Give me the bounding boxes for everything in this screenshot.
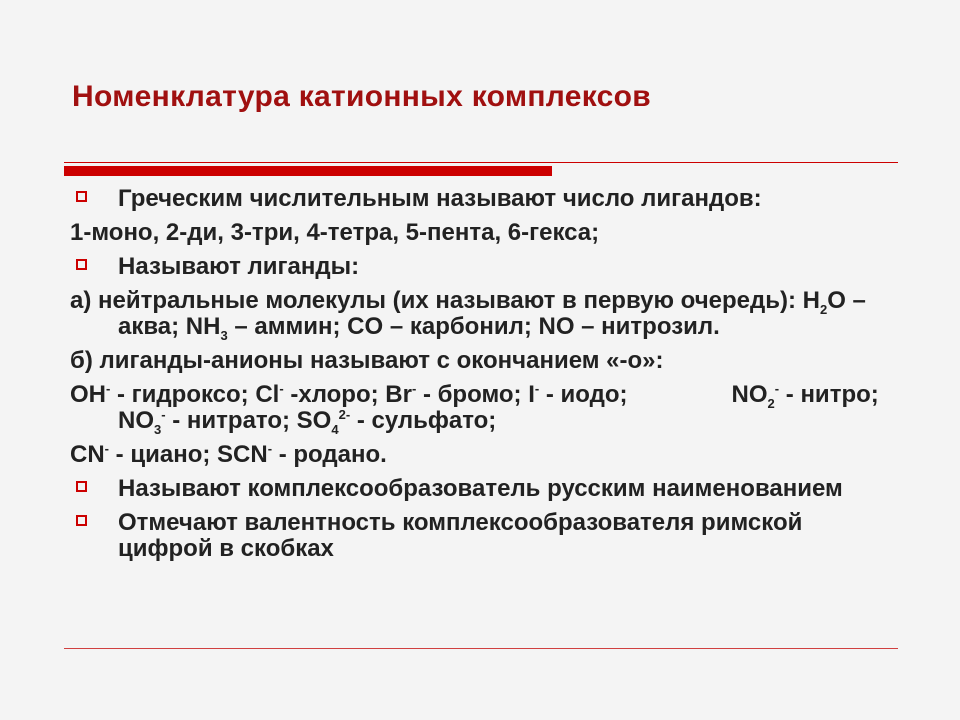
text-fragment: - иодо;	[539, 381, 628, 408]
text-fragment: - нитрато; SO	[165, 407, 332, 434]
superscript: 2-	[338, 407, 351, 422]
title-rule-thick	[64, 166, 552, 176]
bullet-item-ligands	[70, 254, 900, 280]
bullet-item-valence	[70, 510, 900, 562]
subscript: 4	[331, 421, 339, 437]
bullet-text: Греческим числительным называют число лигандов:	[118, 185, 762, 212]
subscript: 3	[220, 327, 228, 343]
superscript: -	[411, 381, 417, 396]
square-outline-bullet-icon	[76, 515, 87, 526]
square-outline-bullet-icon	[76, 191, 87, 202]
bullet-item-greek-numerals	[70, 186, 900, 212]
superscript: -	[267, 441, 273, 456]
text-anion-list	[70, 381, 900, 437]
subscript: 3	[154, 421, 162, 437]
text-fragment: - родано.	[272, 441, 387, 468]
text-cyanide	[70, 442, 900, 468]
slide-body	[70, 186, 900, 570]
superscript: -	[774, 381, 780, 396]
text-fragment: OH	[70, 381, 106, 408]
text-fragment: а) нейтральные молекулы (их называют в первую очередь): H	[70, 287, 820, 314]
text-fragment: CN	[70, 441, 105, 468]
text-fragment: - гидроксо; Cl	[110, 381, 280, 408]
superscript: -	[106, 381, 111, 396]
square-outline-bullet-icon	[76, 481, 87, 492]
text-fragment: - циано; SCN	[109, 441, 268, 468]
text-fragment: – аммин; CO – карбонил; NO – нитрозил.	[227, 313, 720, 340]
bullet-text: Отмечают валентность комплексообразователя римской цифрой в скобках	[118, 509, 803, 562]
title-rule-thin	[64, 162, 898, 163]
text-fragment: - сульфато;	[350, 407, 497, 434]
text-fragment: O –аква; NH	[118, 287, 866, 340]
text-fragment: -хлоро; Br	[283, 381, 412, 408]
superscript: -	[534, 381, 540, 396]
text-neutral-molecules	[70, 287, 900, 343]
text-fragment: - бромо; I	[416, 381, 535, 408]
text-anion-ligands: б) лиганды-анионы называют с окончанием «-о»:	[70, 347, 664, 374]
bullet-text: Называют комплексообразователь русским наименованием	[118, 475, 843, 502]
text-fragment: NO	[731, 381, 768, 408]
text-line-numerals: 1-моно, 2-ди, 3-три, 4-тетра, 5-пента, 6-гекса;	[70, 219, 600, 246]
superscript: -	[279, 381, 284, 396]
bullet-text: Называют лиганды:	[118, 253, 360, 280]
bullet-item-complexing-agent	[70, 476, 900, 502]
superscript: -	[161, 407, 166, 422]
text-fragment: - нитро; NO	[118, 381, 879, 434]
subscript: 2	[819, 301, 828, 317]
bottom-rule	[64, 648, 898, 649]
slide-title: Номенклатура катионных комплексов	[72, 80, 652, 113]
subscript: 2	[767, 395, 775, 411]
superscript: -	[104, 441, 110, 456]
square-outline-bullet-icon	[76, 259, 87, 270]
